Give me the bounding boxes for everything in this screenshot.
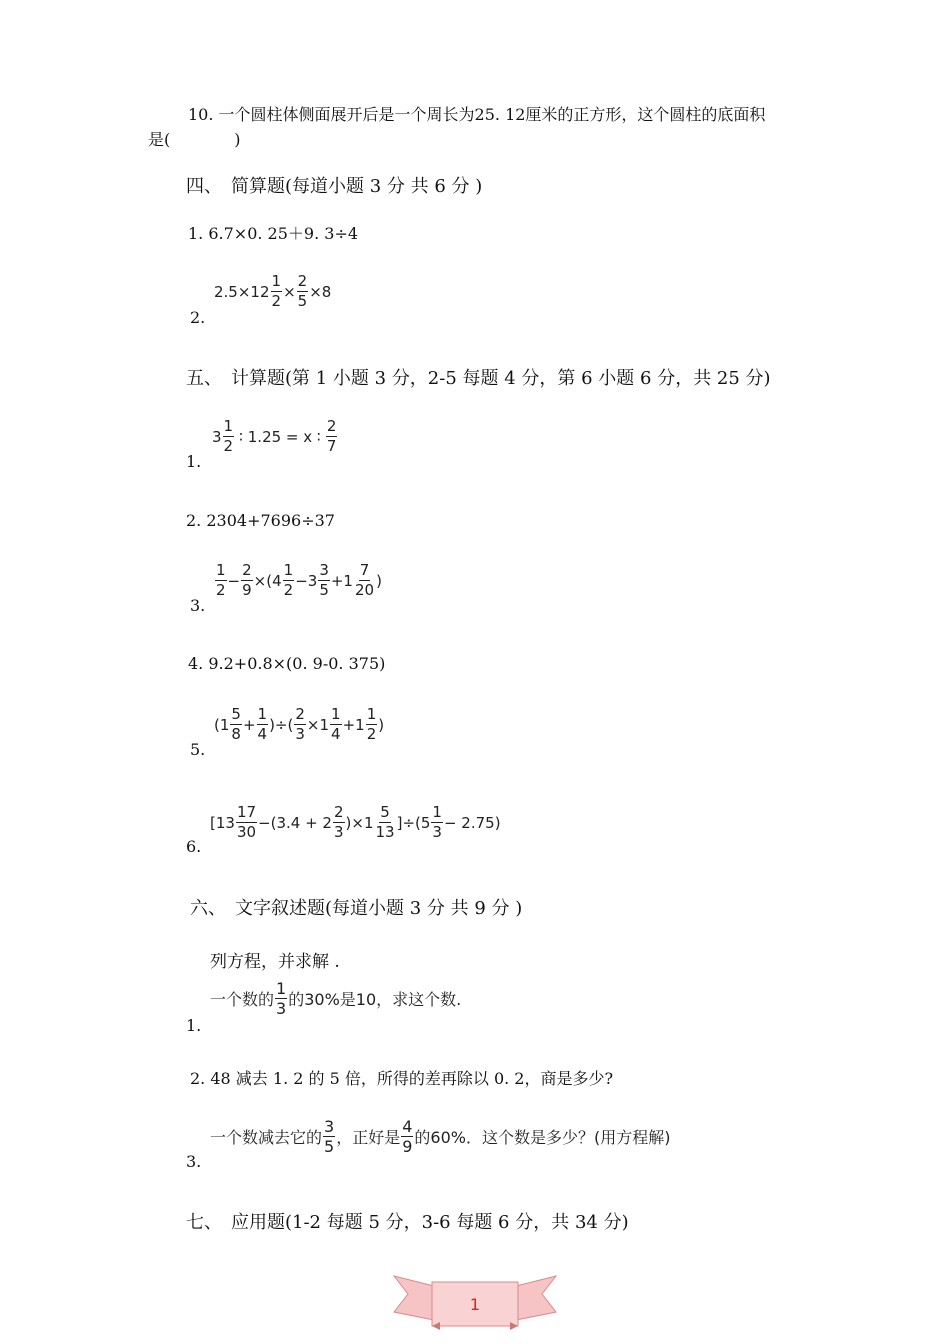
section5-q6-expression bbox=[210, 803, 501, 842]
fraction: 1 2 bbox=[223, 417, 234, 455]
expr-text: +1 bbox=[330, 571, 353, 590]
expr-text: ) bbox=[376, 571, 382, 590]
expr-text: ) bbox=[378, 715, 385, 734]
fraction: 4 9 bbox=[402, 1117, 413, 1156]
fraction: 2 7 bbox=[326, 417, 337, 455]
expr-text: + bbox=[242, 715, 256, 734]
expr-text: [13 bbox=[210, 813, 235, 832]
section5-q5-expression bbox=[214, 705, 384, 744]
expr-text: − bbox=[227, 571, 241, 590]
expr-text: ×8 bbox=[309, 282, 332, 301]
fraction: 3 5 bbox=[324, 1117, 335, 1156]
fraction: 1 3 bbox=[432, 803, 442, 841]
section5-q1-number: 1. bbox=[186, 452, 202, 471]
expr-text: 3 bbox=[212, 427, 222, 446]
section6-title: 六、 文字叙述题(每道小题 3 分 共 9 分 ) bbox=[190, 898, 523, 919]
section5-q3-expression bbox=[214, 561, 382, 600]
fraction: $\frac{2}{5}$ bbox=[297, 272, 308, 310]
fraction: 3 5 bbox=[319, 561, 329, 599]
ribbon-right-tail bbox=[516, 1276, 556, 1320]
fraction: 1 2 bbox=[283, 561, 294, 599]
section4-q2-expression bbox=[214, 272, 331, 311]
fraction: $\frac{2}{3}$ bbox=[295, 705, 305, 743]
section4-q1: 1. 6.7×0. 25＋9. 3÷4 bbox=[188, 224, 359, 243]
section5-q4: 4. 9.2+0.8×(0. 9-0. 375) bbox=[188, 654, 386, 673]
section5-title: 五、 计算题(第 1 小题 3 分，2-5 每题 4 分，第 6 小题 6 分，共 25 分) bbox=[186, 368, 771, 389]
expr-text: 的60%．这个数是多少？(用方程解) bbox=[414, 1128, 671, 1147]
fraction: $\frac{1}{4}$ bbox=[257, 705, 268, 743]
fraction: $\frac{2}{9}$ bbox=[242, 561, 252, 599]
expr-text: 一个数减去它的 bbox=[210, 1128, 323, 1147]
expr-text: −3 bbox=[295, 571, 318, 590]
section4-q2-number: 2. bbox=[190, 308, 206, 327]
section6-q3-expression bbox=[210, 1117, 670, 1156]
section6-q1-number: 1. bbox=[186, 1016, 202, 1035]
expr-text: ×(4 bbox=[253, 571, 282, 590]
section6-q1-expression bbox=[210, 979, 461, 1018]
expr-text: ]÷(5 bbox=[396, 813, 431, 832]
ribbon-left-tail bbox=[394, 1276, 434, 1320]
fraction: 1 4 bbox=[331, 705, 341, 743]
section4-title: 四、 简算题(每道小题 3 分 共 6 分 ) bbox=[186, 176, 483, 197]
expr-text: 2.5×12 bbox=[214, 282, 270, 301]
section5-q1-expression bbox=[212, 417, 338, 456]
expr-text: ∶ 1.25 = x ∶ bbox=[239, 427, 321, 446]
expr-text: (1 bbox=[214, 715, 230, 734]
fraction: 1 2 bbox=[366, 705, 377, 743]
section5-q6-number: 6. bbox=[186, 837, 202, 856]
fraction: 1 3 bbox=[276, 979, 287, 1018]
fraction: 2 3 bbox=[333, 803, 344, 841]
section6-q3-number: 3. bbox=[186, 1152, 202, 1171]
section5-q2: 2. 2304+7696÷37 bbox=[186, 511, 335, 530]
expr-text: −(3.4 + 2 bbox=[258, 813, 332, 832]
q10-line1: 10. 一个圆柱体侧面展开后是一个周长为25. 12厘米的正方形，这个圆柱的底面积 bbox=[188, 105, 766, 124]
expr-text: ×1 bbox=[306, 715, 330, 734]
fraction: 1 2 bbox=[216, 561, 226, 599]
expr-text: ，正好是 bbox=[336, 1128, 401, 1147]
expr-text: × bbox=[283, 282, 296, 301]
expr-text: 的30%是10，求这个数. bbox=[288, 990, 462, 1009]
expr-text: +1 bbox=[342, 715, 365, 734]
expr-text: 一个数的 bbox=[210, 990, 275, 1009]
q10-line2: 是( ) bbox=[148, 130, 241, 149]
fraction: 7 20 bbox=[354, 561, 375, 599]
fraction: 5 8 bbox=[231, 705, 241, 743]
section6-q2: 2. 48 减去 1. 2 的 5 倍，所得的差再除以 0. 2，商是多少? bbox=[190, 1069, 614, 1088]
expr-text: )×1 bbox=[345, 813, 374, 832]
expr-text: − 2.75) bbox=[443, 813, 501, 832]
section7-title: 七、 应用题(1-2 每题 5 分，3-6 每题 6 分，共 34 分) bbox=[186, 1212, 629, 1233]
fraction: 5 13 bbox=[375, 803, 395, 841]
fraction: 17 30 bbox=[236, 803, 257, 841]
expr-text: )÷( bbox=[269, 715, 294, 734]
section5-q5-number: 5. bbox=[190, 740, 206, 759]
section6-intro: 列方程，并求解 . bbox=[210, 952, 340, 972]
section5-q3-number: 3. bbox=[190, 596, 206, 615]
page-number: 1 bbox=[469, 1295, 481, 1314]
fraction: $\frac{1}{2}$ bbox=[271, 272, 282, 310]
